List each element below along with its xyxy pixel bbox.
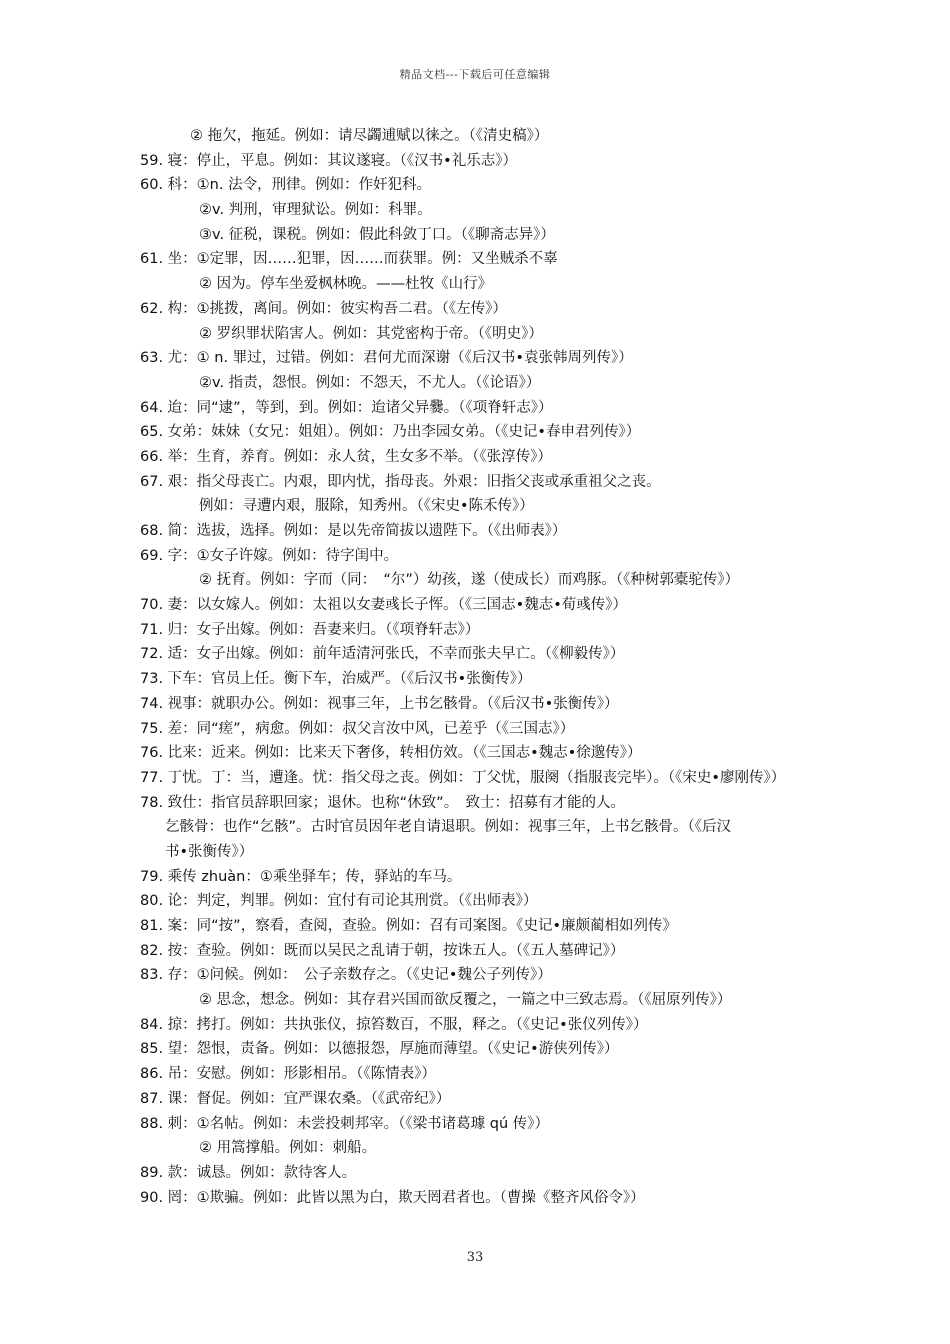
text-line <box>0 173 950 198</box>
line-text: 73. 下车：官员上任。衡下车，治威严。（《后汉书•张衡传》） <box>140 671 532 688</box>
text-line <box>0 1186 950 1211</box>
line-text: 75. 差：同“瘥”，病愈。例如：叔父言汝中风，已差乎（《三国志》） <box>140 720 575 737</box>
text-line <box>0 396 950 421</box>
line-text: 67. 艰：指父母丧亡。内艰，即内忧，指母丧。外艰：旧指父丧或承重祖父之丧。 <box>140 473 661 490</box>
text-line <box>0 988 950 1013</box>
text-line <box>0 494 950 519</box>
text-line <box>0 741 950 766</box>
text-line <box>0 568 950 593</box>
line-text: 80. 论：判定，判罪。例如：宜付有司论其刑赏。（《出师表》） <box>140 893 538 910</box>
text-line <box>0 815 950 840</box>
text-line <box>0 1112 950 1137</box>
line-text: 79. 乘传 zhuàn：①乘坐驿车；传，驿站的车马。 <box>140 868 462 885</box>
text-line <box>0 247 950 272</box>
line-text: 69. 字：①女子许嫁。例如：待字闺中。 <box>140 547 399 564</box>
line-text: 66. 举：生育，养育。例如：永人贫，生女多不举。（《张淳传》） <box>140 448 552 465</box>
line-text: 78. 致仕：指官员辞职回家；退休。也称“休致”。 致士：招募有才能的人。 <box>140 794 625 811</box>
line-text: 86. 吊：安慰。例如：形影相吊。（《陈情表》） <box>140 1066 436 1083</box>
text-line <box>0 840 950 865</box>
line-text: ② 用篙撑船。例如：刺船。 <box>199 1140 377 1157</box>
line-text: ② 罗织罪状陷害人。例如：其党密构于帝。（《明史》） <box>199 325 543 342</box>
text-line <box>0 889 950 914</box>
text-line <box>0 717 950 742</box>
line-text: 乞骸骨：也作“乞骸”。古时官员因年老自请退职。例如：视事三年，上书乞骸骨。（《后汉 <box>165 819 732 836</box>
line-text: ② 抚育。例如：字而（同： “尔”）幼孩，遂（使成长）而鸡豚。（《种树郭橐驼传》） <box>199 572 740 589</box>
text-line <box>0 914 950 939</box>
line-text: 68. 简：选拔，选择。例如：是以先帝简拔以遗陛下。（《出师表》） <box>140 523 567 539</box>
text-line <box>0 371 950 396</box>
text-line <box>0 1087 950 1112</box>
text-line <box>0 519 950 544</box>
text-line <box>0 149 950 174</box>
text-line <box>0 544 950 569</box>
page-number: 33 <box>466 1250 484 1265</box>
document-body <box>0 124 950 1210</box>
line-text: ③v. 征税，课税。例如：假此科敛丁口。（《聊斋志异》） <box>199 226 555 243</box>
text-line <box>0 963 950 988</box>
text-line <box>0 346 950 371</box>
text-line <box>0 420 950 445</box>
text-line <box>0 667 950 692</box>
line-text: 84. 掠：拷打。例如：共执张仪，掠笞数百，不服，释之。（《史记•张仪列传》） <box>140 1016 648 1033</box>
line-text: 70. 妻：以女嫁人。例如：太祖以女妻彧长子恽。（《三国志•魏志•荀彧传》） <box>140 597 628 614</box>
line-text: 83. 存：①问候。例如： 公子亲数存之。（《史记•魏公子列传》） <box>140 967 552 984</box>
line-text: ② 因为。停车坐爱枫林晚。——杜牧《山行》 <box>199 276 493 293</box>
text-line <box>0 791 950 816</box>
line-text: 88. 刺：①名帖。例如：未尝投刺邦宰。（《梁书诸葛璩 qú 传》） <box>140 1115 550 1132</box>
text-line <box>0 593 950 618</box>
line-text: 77. 丁忧。丁：当，遭逢。忧：指父母之丧。例如：丁父忧，服阕（指服丧完毕）。（《宋史•廖刚传》） <box>140 769 786 786</box>
line-text: 74. 视事：就职办公。例如：视事三年，上书乞骸骨。（《后汉书•张衡传》） <box>140 695 619 712</box>
line-text: 87. 课：督促。例如：宜严课农桑。（《武帝纪》） <box>140 1090 451 1107</box>
line-text: 76. 比来：近来。例如：比来天下奢侈，转相仿效。（《三国志•魏志•徐邈传》） <box>140 745 642 762</box>
line-text: 71. 归：女子出嫁。例如：吾妻来归。（《项脊轩志》） <box>140 621 480 638</box>
line-text: ②v. 指责，怨恨。例如：不怨天，不尤人。（《论语》） <box>199 374 541 391</box>
line-text: 64. 迨：同“逮”，等到，到。例如：迨诸父异爨。（《项脊轩志》） <box>140 399 553 416</box>
text-line <box>0 642 950 667</box>
line-text: 59. 寝：停止，平息。例如：其议遂寝。（《汉书•礼乐志》） <box>140 152 517 169</box>
text-line <box>0 1062 950 1087</box>
text-line <box>0 692 950 717</box>
line-text: 72. 适：女子出嫁。例如：前年适清河张氏，不幸而张夫早亡。（《柳毅传》） <box>140 646 625 663</box>
line-text: 61. 坐：①定罪，因……犯罪，因……而获罪。例：又坐贼杀不辜 <box>140 251 558 268</box>
text-line <box>0 322 950 347</box>
page-header: 精品文档---下载后可任意编辑 <box>399 68 551 81</box>
line-text: 90. 罔：①欺骗。例如：此皆以黑为白，欺天罔君者也。（曹操《整齐风俗令》） <box>140 1189 645 1206</box>
line-text: ② 拖欠，拖延。例如：请尽蠲逋赋以徕之。（《清史稿》） <box>190 128 549 144</box>
line-text: ② 思念，想念。例如：其存君兴国而欲反覆之，一篇之中三致志焉。（《屈原列传》） <box>199 992 732 1009</box>
line-text: 65. 女弟：妹妹（女兄：姐姐）。例如：乃出李园女弟。（《史记•春申君列传》） <box>140 424 641 441</box>
text-line <box>0 470 950 495</box>
text-line <box>0 618 950 643</box>
text-line <box>0 223 950 248</box>
text-line <box>0 1136 950 1161</box>
line-text: ②v. 判刑，审理狱讼。例如：科罪。 <box>199 202 432 219</box>
line-text: 89. 款：诚恳。例如：款待客人。 <box>140 1164 357 1181</box>
line-text: 85. 望：怨恨，责备。例如：以德报怨，厚施而薄望。（《史记•游侠列传》） <box>140 1041 619 1058</box>
line-text: 81. 案：同“按”，察看，查阅，查验。例如：召有司案图。《史记•廉颇蔺相如列传》 <box>140 918 677 934</box>
text-line <box>0 272 950 297</box>
text-line <box>0 297 950 322</box>
line-text: 63. 尤：① n. 罪过，过错。例如：君何尤而深谢（《后汉书•袁张韩周列传》） <box>140 350 633 367</box>
text-line <box>0 198 950 223</box>
line-text: 书•张衡传》） <box>165 843 254 860</box>
text-line <box>0 1037 950 1062</box>
text-line <box>0 124 950 149</box>
line-text: 60. 科：①n. 法令，刑律。例如：作奸犯科。 <box>140 177 432 194</box>
line-text: 例如：寻遭内艰，服除，知秀州。（《宋史•陈禾传》） <box>199 498 534 515</box>
text-line <box>0 865 950 890</box>
line-text: 82. 按：查验。例如：既而以吴民之乱请于朝，按诛五人。（《五人墓碑记》） <box>140 942 625 959</box>
line-text: 62. 构：①挑拨，离间。例如：彼实构吾二君。（《左传》） <box>140 300 507 317</box>
text-line <box>0 1013 950 1038</box>
text-line <box>0 766 950 791</box>
text-line <box>0 445 950 470</box>
text-line <box>0 939 950 964</box>
text-line <box>0 1161 950 1186</box>
